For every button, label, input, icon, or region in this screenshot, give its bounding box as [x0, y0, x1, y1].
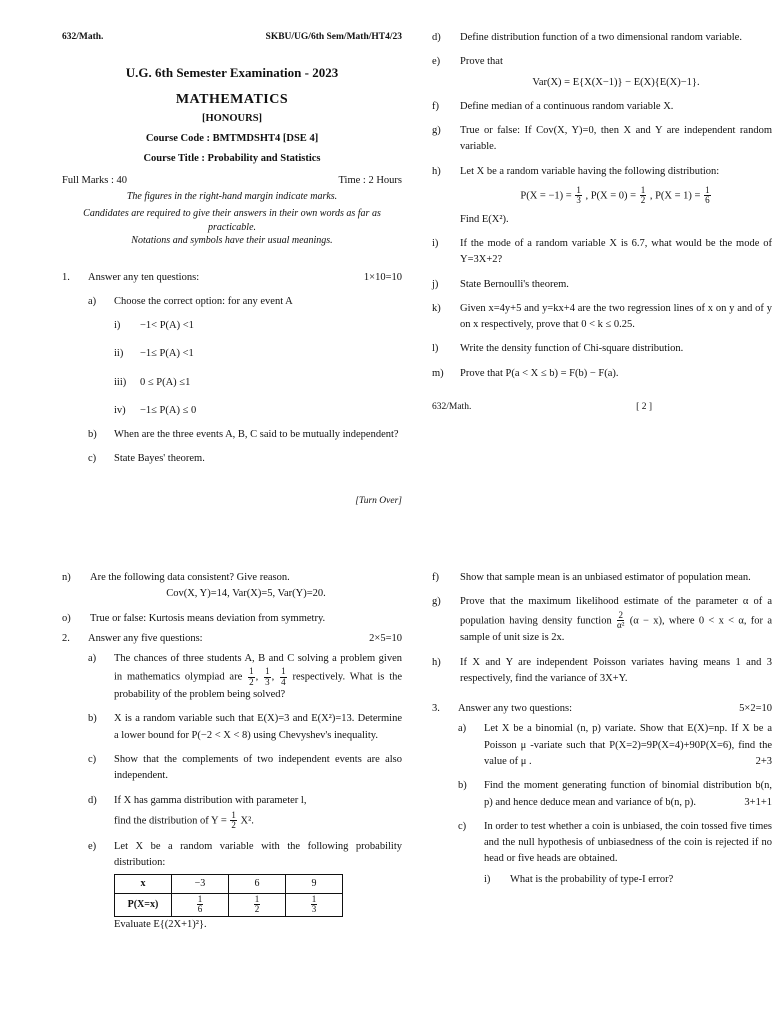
item-text: Given x=4y+5 and y=kx+4 are the two regression lines of x on y and of y on x respectively, prove that 0 < k ≤ 0.25.: [460, 302, 772, 331]
item-text: Let X be a random variable having the following distribution:: [460, 165, 720, 177]
course-code: Course Code : BMTMDSHT4 [DSE 4]: [145, 132, 319, 144]
fraction: [197, 895, 204, 915]
fraction: [230, 811, 237, 831]
probability-table: [114, 874, 343, 916]
question-1g: [432, 123, 772, 156]
distribution-formula: [460, 186, 772, 206]
item-text: X is a random variable such that E(X)=3 and E(X²)=13. Determine a lower bound for P(−2 < X < 8) using Chevyshev's inequality.: [114, 713, 402, 741]
option-label: i): [114, 320, 121, 332]
numerator: 1: [249, 666, 254, 677]
item-text: True or false: Kurtosis means deviation from symmetry.: [90, 612, 326, 624]
numerator: 1: [265, 666, 270, 677]
item-label: i): [432, 238, 439, 249]
question-2f: [432, 570, 772, 586]
item-label: b): [458, 780, 467, 792]
table-row: [115, 875, 343, 894]
question-3a: [458, 721, 772, 770]
question-number: 2.: [62, 632, 70, 644]
item-text: In order to test whether a coin is unbiased, the coin tossed five times and the null hypothesis of unbiasedness of the coin is rejected if no head or five heads are obtained.: [484, 820, 772, 865]
instruction-own-words: Candidates are required to give their answers in their own words as far as practicable.: [83, 208, 381, 233]
item-label: a): [458, 723, 467, 735]
denominator: 4: [281, 676, 286, 687]
question-1j: [432, 277, 772, 293]
item-text: If X and Y are independent Poisson variates having means 1 and 3 respectively, find the variance of 3X+Y.: [460, 656, 772, 684]
numerator: 1: [640, 184, 646, 195]
item-label: h): [432, 656, 441, 668]
question-3b: [458, 778, 772, 811]
item-label: b): [88, 429, 97, 441]
question-marks: 1×10=10: [363, 271, 402, 283]
question-3c: [458, 819, 772, 888]
item-text: When are the three events A, B, C said to be mutually independent?: [114, 429, 399, 441]
item-label: m): [432, 367, 444, 379]
item-label: h): [432, 165, 441, 177]
denominator: 3: [311, 904, 317, 915]
item-label: a): [88, 653, 97, 665]
question-2g: [432, 594, 772, 646]
item-label: c): [88, 453, 97, 465]
item-text: The chances of three students A, B and C solving a problem given in mathematics olympiad are: [114, 653, 402, 683]
option-text: −1≤ P(A) ≤ 0: [140, 404, 197, 416]
question-2h: [432, 655, 772, 688]
question-2e: [88, 839, 402, 933]
page-footer: [432, 400, 772, 415]
item-label: g): [432, 125, 441, 137]
item-label: l): [432, 343, 439, 355]
question-2b: [88, 711, 402, 744]
option-ii: [114, 346, 402, 362]
item-text: Prove that: [460, 56, 503, 68]
instruction-marks: The figures in the right-hand margin indicate marks.: [126, 190, 338, 202]
denominator: 2: [249, 676, 254, 687]
question-marks: 2×5=10: [369, 632, 402, 644]
full-marks: Full Marks : 40: [62, 175, 128, 187]
item-label: i): [484, 873, 491, 885]
table-cell: [172, 893, 229, 916]
formula-part: P(X = −1) =: [520, 190, 572, 202]
question-1h: [432, 164, 772, 228]
table-cell: [286, 893, 343, 916]
question-3c-i: [484, 872, 772, 888]
numerator: 1: [231, 809, 236, 820]
question-1i: [432, 236, 772, 269]
fraction: [617, 611, 624, 631]
honours-label: [HONOURS]: [201, 112, 263, 124]
table-row: [115, 893, 343, 916]
item-label: g): [432, 596, 441, 608]
page-4: [432, 570, 772, 888]
numerator: 1: [705, 184, 710, 195]
numerator: 1: [197, 893, 203, 904]
fraction: [704, 186, 711, 206]
question-1a: [88, 294, 402, 419]
option-label: ii): [114, 348, 124, 360]
numerator: 1: [254, 893, 260, 904]
table-header: x: [115, 875, 172, 894]
option-text: −1< P(A) <1: [140, 320, 194, 332]
option-text: 0 ≤ P(A) ≤1: [140, 376, 191, 388]
fraction: [640, 186, 647, 206]
table-cell: 9: [286, 875, 343, 894]
item-label: c): [458, 820, 467, 832]
item-marks: 3+1+1: [744, 796, 772, 808]
question-2d: [88, 793, 402, 831]
item-text: Find the moment generating function of binomial distribution b(n, p) and hence deduce mean and variance of b(n, p).: [484, 780, 772, 808]
table-cell: [229, 893, 286, 916]
question-1b: [88, 427, 402, 443]
question-number: 3.: [432, 703, 440, 715]
item-label: o): [62, 612, 71, 624]
paper-code: 632/Math.: [62, 32, 104, 42]
exam-title: U.G. 6th Semester Examination - 2023: [125, 64, 339, 80]
time-allowed: Time : 2 Hours: [338, 175, 402, 187]
denominator: 6: [197, 904, 203, 915]
item-label: d): [88, 794, 97, 806]
denominator: 2: [231, 820, 236, 831]
item-text: Let X be a random variable with the following probability distribution:: [114, 840, 402, 868]
item-text: Choose the correct option: for any event A: [114, 295, 293, 307]
question-1m: [432, 366, 772, 382]
data-formula: Cov(X, Y)=14, Var(X)=5, Var(Y)=20.: [166, 588, 326, 600]
item-label: e): [88, 840, 97, 852]
page-header: [62, 30, 402, 45]
question-1: [62, 270, 402, 468]
item-text: Evaluate E{(2X+1)²}.: [114, 918, 207, 930]
footer-paper-code: 632/Math.: [432, 401, 472, 412]
item-label: n): [62, 572, 71, 583]
option-i: [114, 318, 402, 334]
item-text: (α − x), where 0 < x < α, for a sample of unit size is 2x.: [460, 614, 772, 644]
formula-part: , P(X = 0) =: [585, 190, 637, 202]
question-marks: 5×2=10: [739, 703, 772, 715]
numerator: 1: [311, 893, 317, 904]
denominator: 2: [640, 195, 646, 206]
item-text: find the distribution of Y =: [114, 815, 227, 827]
item-text: Are the following data consistent? Give reason.: [90, 572, 290, 583]
question-1n: [62, 570, 402, 603]
item-marks: 2+3: [755, 756, 772, 767]
denominator: 2: [254, 904, 260, 915]
item-text: X².: [240, 815, 254, 827]
item-text: Show that the complements of two independent events are also independent.: [114, 754, 402, 782]
item-text: Define distribution function of a two dimensional random variable.: [460, 32, 742, 43]
item-text: respectively. What is the probability of the problem being solved?: [114, 671, 403, 701]
item-text: Show that sample mean is an unbiased estimator of population mean.: [460, 572, 751, 583]
numerator: 1: [576, 184, 581, 195]
item-text: Let X be a binomial (n, p) variate. Show that E(X)=np. If X be a Poisson μ -variate such that P(X=2)=9P(X=4)+90P(X=6), find the value of μ .: [484, 723, 772, 767]
item-label: b): [88, 713, 97, 725]
formula-part: , P(X = 1) =: [649, 190, 701, 202]
fraction: [264, 667, 271, 687]
question-2: [62, 631, 402, 933]
item-text: If X has gamma distribution with parameter l,: [114, 794, 307, 806]
denominator: 6: [705, 195, 710, 206]
question-number: 1.: [62, 271, 70, 283]
question-2c: [88, 752, 402, 785]
denominator: 3: [576, 195, 581, 206]
numerator: 2: [618, 609, 623, 620]
numerator: 1: [281, 666, 286, 677]
subject-title: MATHEMATICS: [175, 91, 289, 107]
page-1: [62, 30, 402, 508]
question-1o: [62, 611, 402, 627]
option-label: iii): [114, 376, 127, 388]
item-label: f): [432, 572, 439, 583]
item-text: Prove that the maximum likelihood estimate of the parameter α of a population having density function: [460, 596, 772, 626]
item-label: k): [432, 302, 441, 314]
item-text: State Bayes' theorem.: [114, 453, 205, 465]
denominator: 3: [265, 676, 270, 687]
page-number: [ 2 ]: [636, 401, 652, 412]
fraction: [311, 895, 318, 915]
item-text: Prove that P(a < X ≤ b) = F(b) − F(a).: [460, 367, 619, 379]
page-2: [432, 30, 772, 415]
page-3: [62, 570, 402, 933]
item-label: a): [88, 295, 97, 307]
turn-over-label: [Turn Over]: [355, 495, 402, 506]
option-iii: [114, 375, 402, 391]
item-label: j): [432, 278, 439, 290]
question-1d: [432, 30, 772, 46]
question-1l: [432, 341, 772, 357]
item-text: Find E(X²).: [460, 213, 509, 225]
item-label: f): [432, 100, 439, 112]
fraction: [248, 667, 255, 687]
fraction: [280, 667, 287, 687]
item-text: Write the density function of Chi-square distribution.: [460, 343, 684, 355]
question-stem: Answer any five questions:: [88, 632, 203, 644]
question-1c: [88, 451, 402, 467]
question-1k: [432, 301, 772, 334]
item-text: If the mode of a random variable X is 6.7, what would be the mode of Y=3X+2?: [460, 238, 772, 266]
course-title: Course Title : Probability and Statistics: [143, 153, 321, 165]
option-text: −1≤ P(A) <1: [140, 348, 194, 360]
question-1e: [432, 54, 772, 91]
variance-formula: Var(X) = E{X(X−1)} − E(X){E(X)−1}.: [532, 76, 700, 88]
item-text: State Bernoulli's theorem.: [460, 278, 569, 290]
table-cell: −3: [172, 875, 229, 894]
fraction: [575, 186, 582, 206]
item-text: What is the probability of type-I error?: [510, 873, 674, 885]
item-text: True or false: If Cov(X, Y)=0, then X and Y are independent random variable.: [460, 125, 772, 153]
question-stem: Answer any two questions:: [458, 703, 573, 715]
question-3: [432, 701, 772, 888]
paper-series-code: SKBU/UG/6th Sem/Math/HT4/23: [265, 32, 402, 42]
question-stem: Answer any ten questions:: [88, 271, 200, 283]
table-cell: 6: [229, 875, 286, 894]
question-1f: [432, 99, 772, 115]
option-iv: [114, 403, 402, 419]
table-header: P(X=x): [115, 893, 172, 916]
item-text: Define median of a continuous random variable X.: [460, 100, 674, 112]
instruction-notations: Notations and symbols have their usual meanings.: [131, 235, 333, 247]
denominator: α²: [617, 619, 625, 630]
item-label: d): [432, 32, 441, 43]
question-2a: a) The chances of three students A, B and C solving a problem given in mathematics olympiad are $\frac{1}{2}$ , $\frac{1}{3}$ , $\frac{1}{4}$ respectively. What is the probability of the problem being solved?: [88, 651, 402, 703]
fraction: [254, 895, 261, 915]
item-label: e): [432, 56, 441, 68]
item-label: c): [88, 754, 97, 765]
option-label: iv): [114, 404, 126, 416]
